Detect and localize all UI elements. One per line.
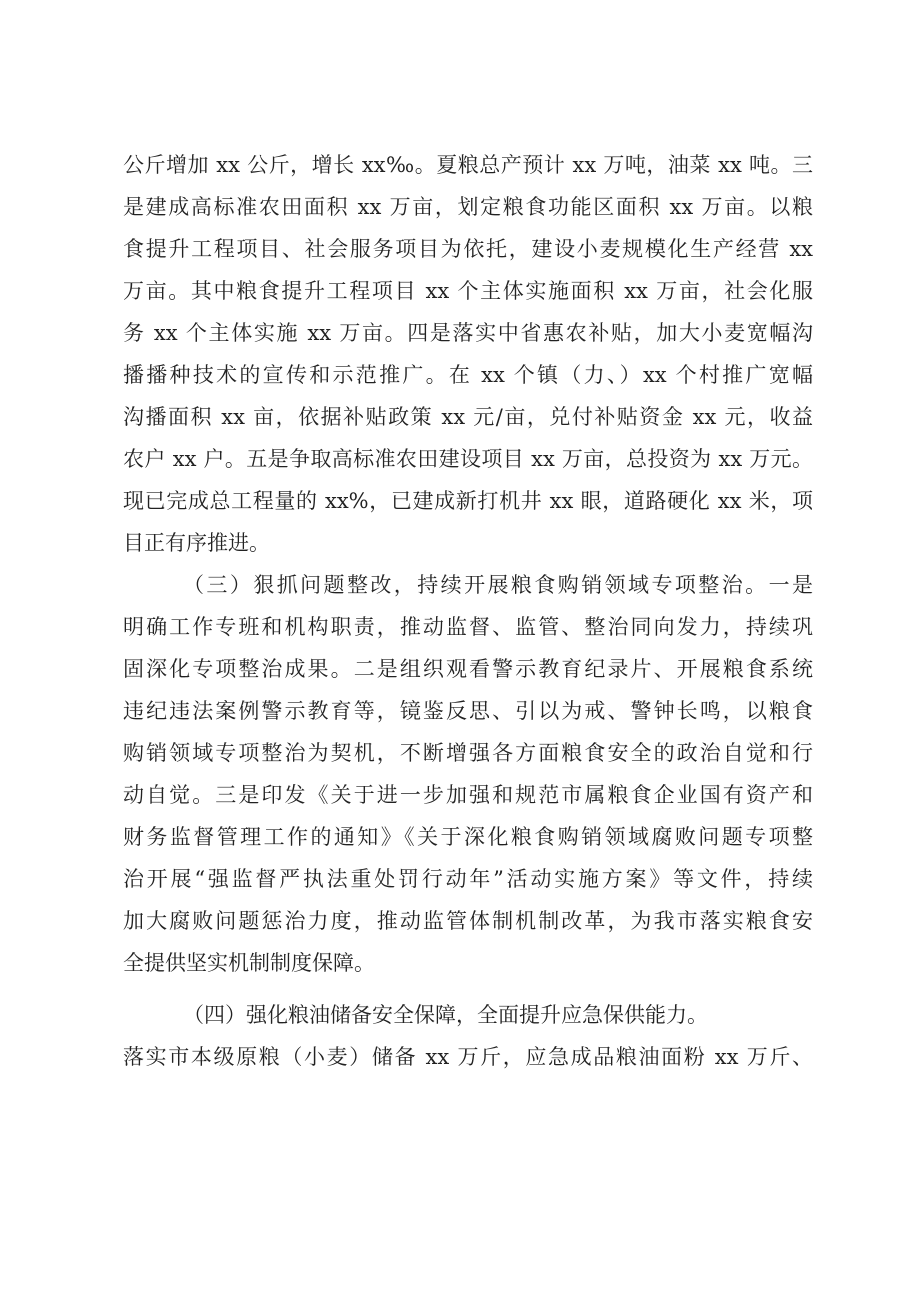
text-line: 现已完成总工程量的 xx%，已建成新打机井 xx 眼，道路硬化 xx 米，项	[123, 489, 813, 513]
text-line: 动自觉。三是印发《关于进一步加强和规范市属粮食企业国有资产和	[123, 783, 813, 807]
text-line: 目正有序推进。	[123, 531, 270, 555]
text-line: 全提供坚实机制制度保障。	[123, 951, 375, 975]
text-line: 务 xx 个主体实施 xx 万亩。四是落实中省惠农补贴，加大小麦宽幅沟	[123, 321, 813, 345]
text-line: 万亩。其中粮食提升工程项目 xx 个主体实施面积 xx 万亩，社会化服	[123, 279, 813, 303]
section-heading-3: （三）狠抓问题整改，持续开展粮食购销领域专项整治。一是	[183, 573, 813, 597]
text-line: 明确工作专班和机构职责，推动监督、监管、整治同向发力，持续巩	[123, 615, 813, 639]
text-line: 违纪违法案例警示教育等，镜鉴反思、引以为戒、警钟长鸣，以粮食	[123, 699, 813, 723]
section-heading-4: （四）强化粮油储备安全保障，全面提升应急保供能力。	[183, 1003, 708, 1027]
text-line: 治开展“强监督严执法重处罚行动年”活动实施方案》等文件，持续	[123, 867, 813, 891]
text-line: 公斤增加 xx 公斤，增长 xx‰。夏粮总产预计 xx 万吨，油菜 xx 吨。三	[123, 153, 813, 177]
text-line: 食提升工程项目、社会服务项目为依托，建设小麦规模化生产经营 xx	[123, 237, 813, 261]
text-line: 购销领域专项整治为契机，不断增强各方面粮食安全的政治自觉和行	[123, 741, 813, 765]
text-line: 农户 xx 户。五是争取高标准农田建设项目 xx 万亩，总投资为 xx 万元。	[123, 447, 813, 471]
text-line: 加大腐败问题惩治力度，推动监管体制机制改革，为我市落实粮食安	[123, 909, 813, 933]
text-line: 沟播面积 xx 亩，依据补贴政策 xx 元/亩，兑付补贴资金 xx 元，收益	[123, 405, 813, 429]
text-line: 财务监督管理工作的通知》《关于深化粮食购销领域腐败问题专项整	[123, 825, 813, 849]
text-line: 播播种技术的宣传和示范推广。在 xx 个镇（力、）xx 个村推广宽幅	[123, 363, 813, 387]
text-line: 固深化专项整治成果。二是组织观看警示教育纪录片、开展粮食系统	[123, 657, 813, 681]
text-line: 是建成高标准农田面积 xx 万亩，划定粮食功能区面积 xx 万亩。以粮	[123, 195, 813, 219]
text-line: 落实市本级原粮（小麦）储备 xx 万斤，应急成品粮油面粉 xx 万斤、	[123, 1045, 813, 1069]
